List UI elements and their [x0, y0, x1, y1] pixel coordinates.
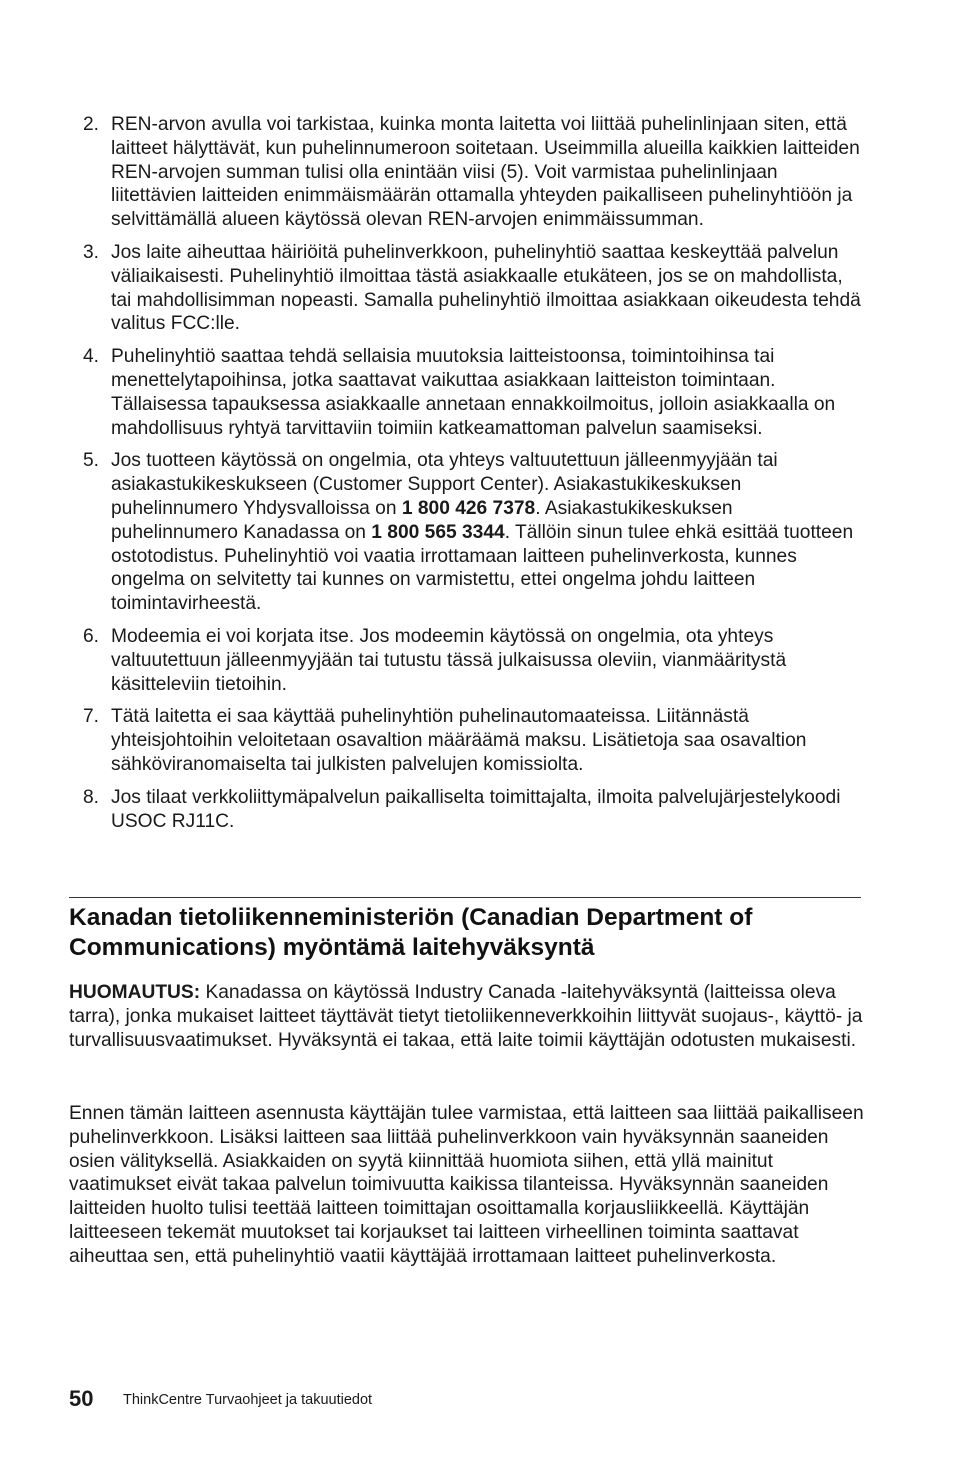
- canada-phone-number: 1 800 565 3344: [371, 521, 505, 543]
- list-text: Puhelinyhtiö saattaa tehdä sellaisia muutoksia laitteistoonsa, toimintoihinsa tai menettelytapoihinsa, jotka saattavat vaikuttaa asiakkaan laitteiston toimintaan. Tällaisessa tapauksessa asiakkaalle annetaan ennakkoilmoitus, jolloin asiakkaalla on mahdollisuus ryhtyä tarvittaviin toimiin katkeamattoman palvelun saamiseksi.: [111, 346, 836, 439]
- list-number: 8.: [83, 786, 100, 808]
- list-text: . Asiakastukikeskuksen puhelinnumero Kanadassa on: [111, 497, 733, 543]
- list-text: Tätä laitetta ei saa käyttää puhelinyhtiön puhelinautomaateissa. Liitännästä yhteisjohtoihin veloitetaan osavaltion määräämä maksu. Lisätietoja saa osavaltion sähköviranomaiselta tai julkisten palvelujen komissiolta.: [111, 706, 807, 775]
- page-footer: [69, 1386, 373, 1412]
- list-item: [69, 625, 864, 696]
- note-text: Kanadassa on käytössä Industry Canada -laitehyväksyntä (laitteissa oleva tarra), jonka mukaiset laitteet täyttävät tietyt tietoliikenneverkkoihin liittyvät suojaus-, käyttö- ja turvallisuusvaatimukset. Hyväksyntä ei takaa, että laite toimii käyttäjän odotusten mukaisesti.: [69, 982, 863, 1051]
- list-item: [69, 241, 864, 336]
- section-divider: [69, 897, 861, 898]
- list-item: [69, 786, 864, 834]
- us-phone-number: 1 800 426 7378: [401, 497, 536, 519]
- section-heading: Kanadan tietoliikenneministeriön (Canadian Department of Communications) myöntämä laitehyväksyntä: [69, 904, 753, 961]
- list-number: 3.: [83, 241, 100, 263]
- list-text: Jos laite aiheuttaa häiriöitä puhelinverkkoon, puhelinyhtiö saattaa keskeyttää palvelun väliaikaisesti. Puhelinyhtiö ilmoittaa tästä asiakkaalle etukäteen, jos se on mahdollista, tai mahdollisimman nopeasti. Samalla puhelinyhtiö ilmoittaa asiakkaan oikeudesta tehdä valitus FCC:lle.: [111, 241, 861, 335]
- list-text: Modeemia ei voi korjata itse. Jos modeemin käytössä on ongelmia, ota yhteys valtuutettuun jälleenmyyjään tai tutustu tässä julkaisussa oleviin, vianmääritystä käsitteleviin tietoihin.: [111, 625, 787, 695]
- list-item: [69, 449, 864, 616]
- list-number: 5.: [83, 450, 100, 472]
- list-item: [69, 113, 864, 232]
- list-number: 7.: [83, 706, 100, 728]
- list-number: 6.: [83, 625, 100, 647]
- list-number: 2.: [83, 114, 100, 135]
- list-text: . Tällöin sinun tulee ehkä esittää tuotteen ostotodistus. Puhelinyhtiö voi vaatia irrottamaan laitteen puhelinverkosta, kunnes ongelma on selvitetty tai kunnes on varmistettu, ettei ongelma johdu laitteen toimintavirheestä.: [111, 521, 854, 615]
- page-number: 50: [69, 1386, 94, 1411]
- numbered-list: [69, 113, 864, 842]
- list-text: Jos tuotteen käytössä on ongelmia, ota yhteys valtuutettuun jälleenmyyjään tai asiakastukikeskukseen (Customer Support Center). Asiakastukikeskuksen puhelinnumero Yhdysvalloissa on: [111, 450, 778, 519]
- list-text: Jos tilaat verkkoliittymäpalvelun paikalliselta toimittajalta, ilmoita palvelujärjestelykoodi USOC RJ11C.: [111, 786, 841, 832]
- note-paragraph: [69, 981, 864, 1052]
- list-text: REN-arvon avulla voi tarkistaa, kuinka monta laitetta voi liittää puhelinlinjaan siten, että laitteet hälyttävät, kun puhelinnumeroon soitetaan. Useimmilla alueilla kaikkien laitteiden REN-arvojen summan tulisi olla enintään viisi (5). Voit varmistaa puhelinlinjaan liitettävien laitteiden enimmäismäärän ottamalla yhteyden paikalliseen puhelinyhtiöön ja selvittämällä alueen käytössä olevan REN-arvojen enimmäissumman.: [111, 114, 860, 231]
- note-label: HUOMAUTUS:: [69, 982, 201, 1003]
- list-number: 4.: [83, 346, 100, 368]
- body-paragraph: Ennen tämän laitteen asennusta käyttäjän tulee varmistaa, että laitteen saa liittää paikalliseen puhelinverkkoon. Lisäksi laitteen saa liittää puhelinverkkoon vain hyväksynnän saaneiden osien välityksellä. Asiakkaiden on syytä kiinnittää huomiota siihen, että yllä mainitut vaatimukset eivät takaa palvelun toimivuutta kaikissa tilanteissa. Hyväksynnän saaneiden laitteiden huolto tulisi teettää laitteen toimittajan osoittamalla korjausliikkeellä. Käyttäjän laitteeseen tekemät muutokset tai korjaukset tai laitteen virheellinen toiminta saattavat aiheuttaa sen, että puhelinyhtiö vaatii käyttäjää irrottamaan laitteet puhelinverkosta.: [69, 1103, 864, 1267]
- footer-title: ThinkCentre Turvaohjeet ja takuutiedot: [123, 1392, 373, 1408]
- list-item: [69, 345, 864, 440]
- list-item: [69, 705, 864, 776]
